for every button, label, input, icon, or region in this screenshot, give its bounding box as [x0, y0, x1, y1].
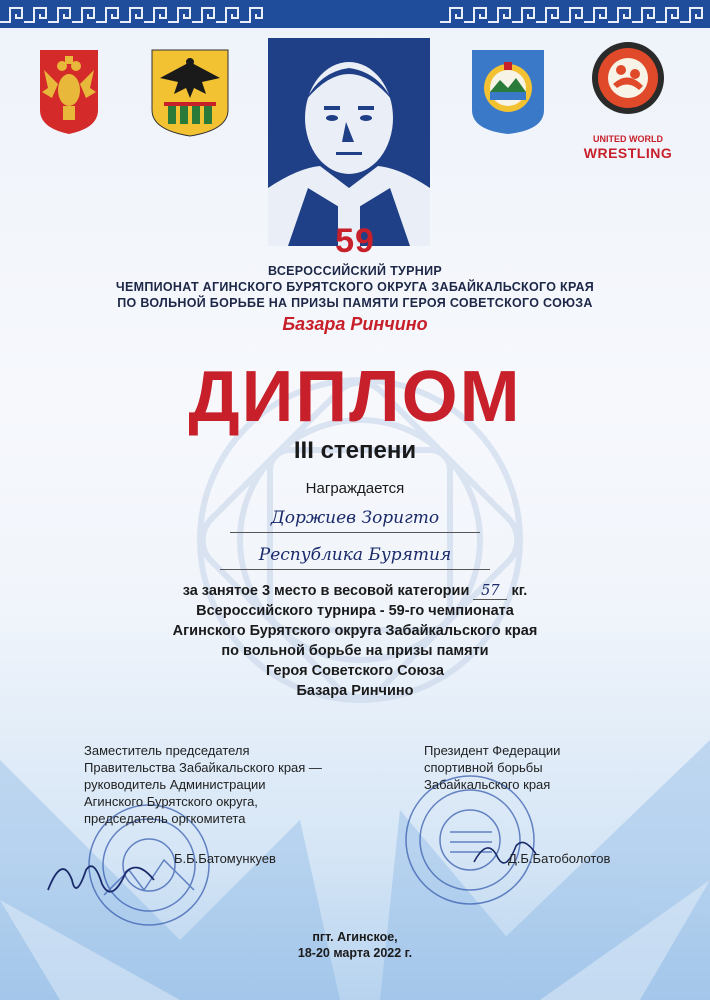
awarded-label: Награждается	[305, 480, 405, 497]
body-line-3: Агинского Бурятского округа Забайкальского края	[172, 623, 538, 639]
body-line-5: Героя Советского Союза	[266, 663, 444, 679]
diploma-degree: III степени	[293, 437, 417, 464]
recipient-region-underline	[220, 569, 490, 570]
header-line-1: ВСЕРОССИЙСКИЙ ТУРНИР	[267, 264, 443, 278]
aginsky-okrug-coat-of-arms-icon	[470, 48, 546, 136]
recipient-name-underline	[230, 532, 480, 533]
right-signatory-line-2: спортивной борьбы	[424, 760, 543, 775]
hero-name: Базара Ринчино	[282, 314, 428, 334]
right-signatory-name: Д.Б.Бaтоболотов	[508, 851, 611, 866]
diploma-title: ДИПЛОМ	[188, 357, 522, 437]
weight-category-value: 57	[473, 583, 507, 600]
recipient-region: Республика Бурятия	[258, 545, 452, 565]
left-signatory-line-1: Заместитель председателя	[84, 743, 250, 758]
left-signatory-line-2: Правительства Забайкальского края —	[84, 760, 322, 775]
body-line-4: по вольной борьбе на призы памяти	[221, 643, 489, 659]
left-signatory-block	[84, 742, 322, 827]
russia-coat-of-arms-icon	[38, 48, 100, 136]
body-line-2: Всероссийского турнира - 59-го чемпионата	[196, 603, 514, 619]
right-signatory-line-3: Забайкальского края	[424, 777, 551, 792]
header-line-2: ЧЕМПИОНАТ АГИНСКОГО БУРЯТСКОГО ОКРУГА ЗАБАЙКАЛЬСКОГО КРАЯ	[115, 280, 595, 294]
left-handwritten-signature	[42, 850, 162, 910]
uww-logo-line2: WRESTLING	[583, 145, 673, 161]
meander-border	[0, 0, 710, 28]
placement-prefix: за занятое 3 место в весовой категории	[182, 583, 470, 599]
right-signatory-line-1: Президент Федерации	[424, 743, 561, 758]
placement-line	[0, 583, 710, 600]
left-signatory-line-3: руководитель Администрации	[84, 777, 266, 792]
placement-suffix: кг.	[511, 583, 528, 599]
recipient-name: Доржиев Зоригто	[270, 508, 440, 528]
header-line-3: ПО ВОЛЬНОЙ БОРЬБЕ НА ПРИЗЫ ПАМЯТИ ГЕРОЯ СОВЕТСКОГО СОЮЗА	[117, 296, 593, 310]
body-line-6: Базара Ринчино	[296, 683, 414, 699]
left-signatory-line-4: Агинского Бурятского округа,	[84, 794, 258, 809]
left-signatory-line-5: председатель оргкомитета	[84, 811, 246, 826]
uww-logo-line1: UNITED WORLD	[593, 134, 663, 144]
right-signatory-block	[424, 742, 560, 793]
footer-dates: 18-20 марта 2022 г.	[297, 946, 413, 960]
uww-logo-icon	[583, 40, 673, 128]
zabaykalsky-coat-of-arms-icon	[150, 48, 230, 138]
footer-place: пгт. Агинское,	[312, 930, 398, 944]
edition-number: 59	[335, 222, 375, 260]
left-signatory-name: Б.Б.Батомункуев	[174, 851, 276, 866]
hero-portrait	[268, 38, 430, 246]
